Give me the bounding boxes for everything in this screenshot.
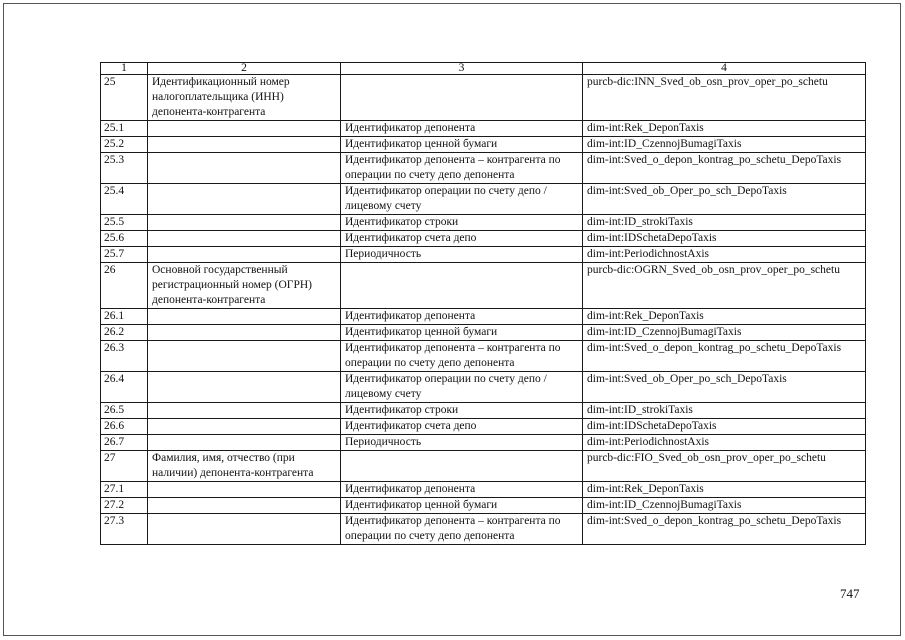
- row-name: Основной государственный регистрационный номер (ОГРН) депонента-контрагента: [148, 263, 341, 309]
- row-code: dim-int:Sved_o_depon_kontrag_po_schetu_DepoTaxis: [583, 153, 866, 184]
- row-number: 25.1: [101, 121, 148, 137]
- row-identifier: Идентификатор депонента: [341, 309, 583, 325]
- table-row: [101, 325, 866, 341]
- table-row: [101, 121, 866, 137]
- table-row: [101, 372, 866, 403]
- row-name: [148, 309, 341, 325]
- row-number: 25.6: [101, 231, 148, 247]
- row-number: 26.7: [101, 435, 148, 451]
- row-code: dim-int:IDSchetaDepoTaxis: [583, 231, 866, 247]
- row-name: Фамилия, имя, отчество (при наличии) депонента-контрагента: [148, 451, 341, 482]
- row-identifier: Периодичность: [341, 435, 583, 451]
- row-code: dim-int:ID_CzennojBumagiTaxis: [583, 498, 866, 514]
- row-name: [148, 498, 341, 514]
- table-row: [101, 309, 866, 325]
- row-identifier: Идентификатор ценной бумаги: [341, 498, 583, 514]
- table-row: [101, 137, 866, 153]
- row-number: 27.2: [101, 498, 148, 514]
- table-row: [101, 435, 866, 451]
- row-number: 25.7: [101, 247, 148, 263]
- row-identifier: Идентификатор строки: [341, 403, 583, 419]
- document-table: [100, 62, 866, 545]
- table-row: [101, 403, 866, 419]
- row-number: 26.3: [101, 341, 148, 372]
- row-name: [148, 419, 341, 435]
- row-code: dim-int:Rek_DeponTaxis: [583, 482, 866, 498]
- page-number: 747: [840, 586, 860, 601]
- row-name: [148, 341, 341, 372]
- row-name: [148, 153, 341, 184]
- table-row: [101, 514, 866, 545]
- row-name: [148, 184, 341, 215]
- row-identifier: [341, 75, 583, 121]
- row-code: dim-int:Sved_o_depon_kontrag_po_schetu_DepoTaxis: [583, 341, 866, 372]
- row-identifier: Периодичность: [341, 247, 583, 263]
- row-name: Идентификационный номер налогоплательщика (ИНН) депонента-контрагента: [148, 75, 341, 121]
- row-code: dim-int:ID_strokiTaxis: [583, 215, 866, 231]
- table-header-row: [101, 63, 866, 75]
- table-row: [101, 247, 866, 263]
- table-row: [101, 263, 866, 309]
- row-identifier: Идентификатор депонента – контрагента по операции по счету депо депонента: [341, 514, 583, 545]
- row-code: dim-int:IDSchetaDepoTaxis: [583, 419, 866, 435]
- row-number: 27.1: [101, 482, 148, 498]
- table-row: [101, 341, 866, 372]
- row-name: [148, 514, 341, 545]
- table-row: [101, 215, 866, 231]
- row-code: dim-int:ID_strokiTaxis: [583, 403, 866, 419]
- row-identifier: Идентификатор ценной бумаги: [341, 137, 583, 153]
- row-code: dim-int:Rek_DeponTaxis: [583, 121, 866, 137]
- row-code: dim-int:Rek_DeponTaxis: [583, 309, 866, 325]
- row-code: purcb-dic:OGRN_Sved_ob_osn_prov_oper_po_schetu: [583, 263, 866, 309]
- table-row: [101, 184, 866, 215]
- row-code: dim-int:PeriodichnostAxis: [583, 247, 866, 263]
- row-name: [148, 247, 341, 263]
- column-header-2: 2: [148, 63, 341, 75]
- row-identifier: Идентификатор депонента – контрагента по операции по счету депо депонента: [341, 341, 583, 372]
- row-code: purcb-dic:INN_Sved_ob_osn_prov_oper_po_schetu: [583, 75, 866, 121]
- row-identifier: [341, 451, 583, 482]
- row-identifier: Идентификатор депонента: [341, 482, 583, 498]
- row-name: [148, 215, 341, 231]
- column-header-1: 1: [101, 63, 148, 75]
- column-header-4: 4: [583, 63, 866, 75]
- row-identifier: Идентификатор депонента: [341, 121, 583, 137]
- row-name: [148, 372, 341, 403]
- row-number: 27.3: [101, 514, 148, 545]
- row-number: 26.4: [101, 372, 148, 403]
- row-number: 25.5: [101, 215, 148, 231]
- row-number: 27: [101, 451, 148, 482]
- row-identifier: Идентификатор операции по счету депо / лицевому счету: [341, 372, 583, 403]
- row-name: [148, 121, 341, 137]
- table-row: [101, 231, 866, 247]
- table-row: [101, 153, 866, 184]
- row-identifier: Идентификатор счета депо: [341, 419, 583, 435]
- table-row: [101, 419, 866, 435]
- row-identifier: Идентификатор операции по счету депо / лицевому счету: [341, 184, 583, 215]
- row-code: dim-int:ID_CzennojBumagiTaxis: [583, 325, 866, 341]
- row-identifier: Идентификатор счета депо: [341, 231, 583, 247]
- row-number: 26: [101, 263, 148, 309]
- row-name: [148, 231, 341, 247]
- table-row: [101, 498, 866, 514]
- row-number: 26.2: [101, 325, 148, 341]
- row-name: [148, 482, 341, 498]
- row-number: 25.4: [101, 184, 148, 215]
- row-code: dim-int:Sved_ob_Oper_po_sch_DepoTaxis: [583, 372, 866, 403]
- row-name: [148, 137, 341, 153]
- row-identifier: Идентификатор депонента – контрагента по операции по счету депо депонента: [341, 153, 583, 184]
- row-number: 26.1: [101, 309, 148, 325]
- row-code: dim-int:Sved_ob_Oper_po_sch_DepoTaxis: [583, 184, 866, 215]
- row-number: 25.3: [101, 153, 148, 184]
- column-header-3: 3: [341, 63, 583, 75]
- row-name: [148, 435, 341, 451]
- row-number: 26.5: [101, 403, 148, 419]
- row-code: dim-int:ID_CzennojBumagiTaxis: [583, 137, 866, 153]
- row-code: purcb-dic:FIO_Sved_ob_osn_prov_oper_po_schetu: [583, 451, 866, 482]
- row-name: [148, 325, 341, 341]
- row-identifier: Идентификатор строки: [341, 215, 583, 231]
- table-body: [101, 75, 866, 545]
- row-number: 25: [101, 75, 148, 121]
- table-row: [101, 451, 866, 482]
- row-number: 26.6: [101, 419, 148, 435]
- table-row: [101, 482, 866, 498]
- row-code: dim-int:PeriodichnostAxis: [583, 435, 866, 451]
- row-code: dim-int:Sved_o_depon_kontrag_po_schetu_DepoTaxis: [583, 514, 866, 545]
- row-identifier: Идентификатор ценной бумаги: [341, 325, 583, 341]
- row-name: [148, 403, 341, 419]
- table-row: [101, 75, 866, 121]
- row-number: 25.2: [101, 137, 148, 153]
- row-identifier: [341, 263, 583, 309]
